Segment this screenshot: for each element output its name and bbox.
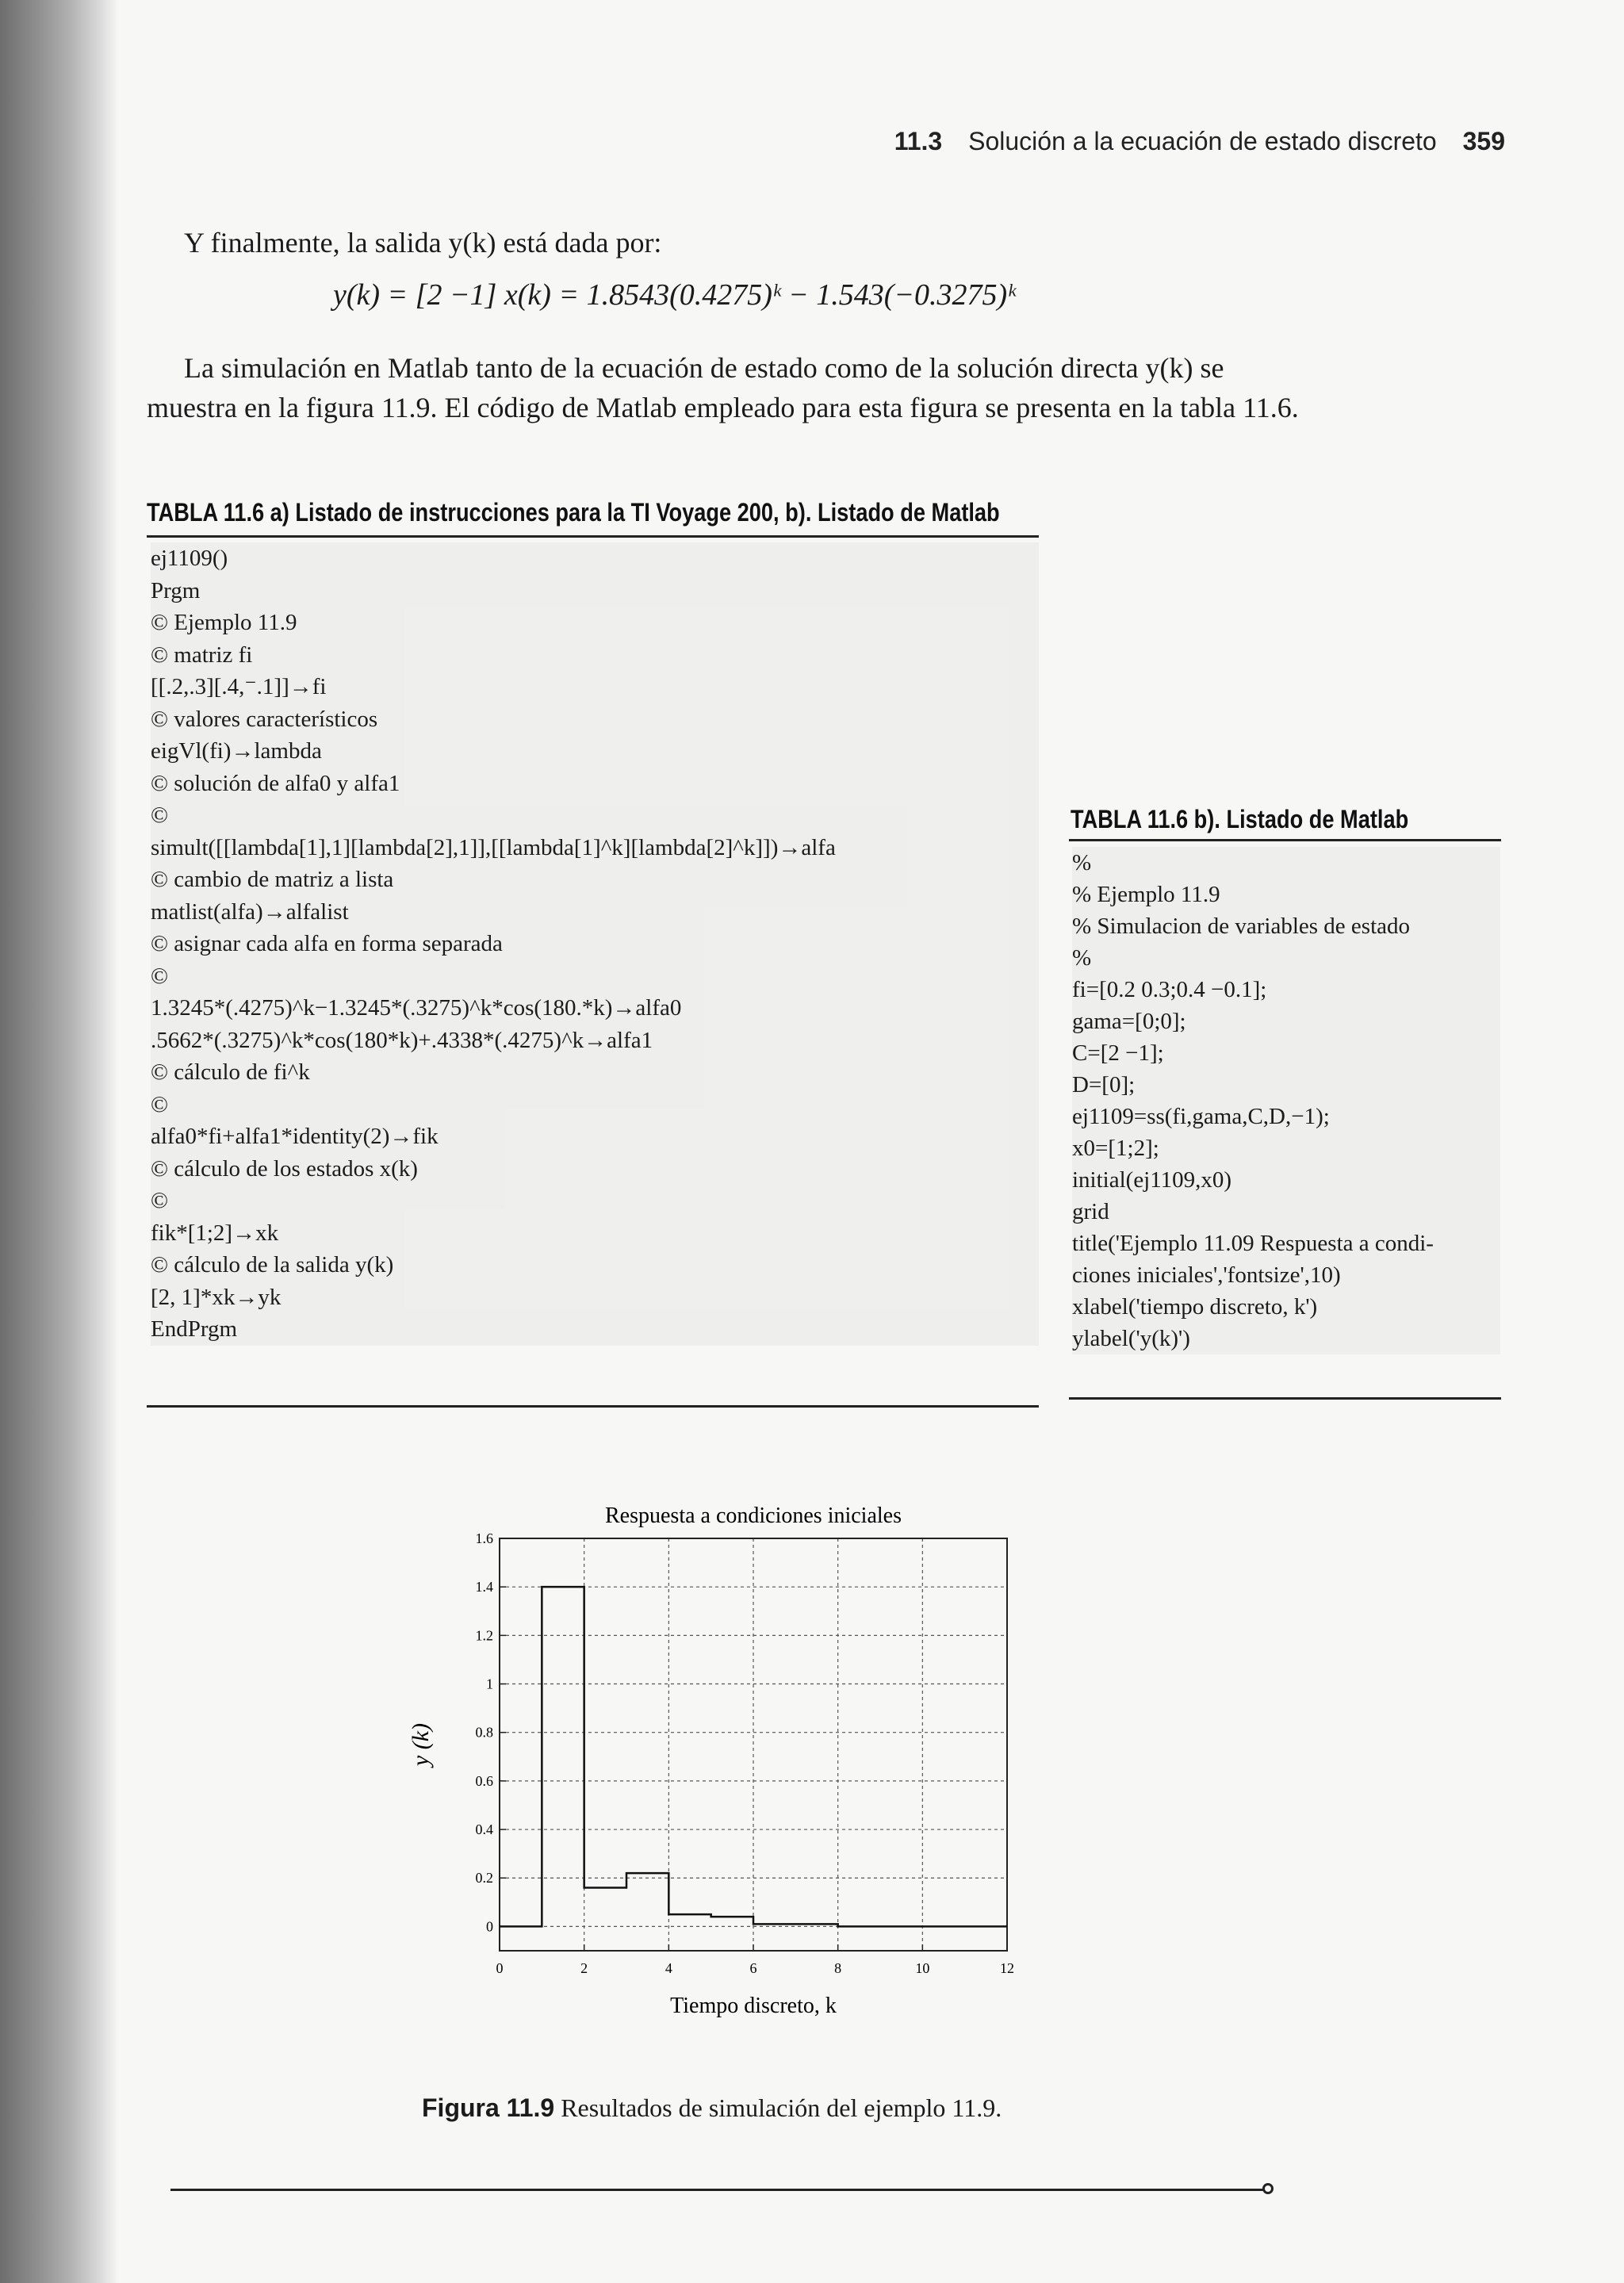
section-number: 11.3 [894, 127, 943, 155]
y-tick-label: 1.2 [475, 1627, 493, 1644]
y-axis-label: y (k) [408, 1722, 434, 1767]
footer-rule [170, 2189, 1265, 2191]
table-a-code-line: alfa0*fi+alfa1*identity(2)→fik [151, 1124, 439, 1149]
y-tick-label: 1 [486, 1676, 493, 1692]
chart-title: Respuesta a condiciones iniciales [605, 1503, 902, 1528]
table-a-code-line: © valores característicos [151, 706, 378, 732]
table-a-code-line: © cambio de matriz a lista [151, 867, 394, 892]
table-b-bottom-rule [1069, 1397, 1501, 1400]
table-b-code-line: grid [1072, 1199, 1109, 1224]
table-a-code-line: © cálculo de los estados x(k) [151, 1155, 418, 1182]
table-b-code-line: title('Ejemplo 11.09 Respuesta a condi- [1072, 1231, 1434, 1256]
table-a-code-line: © cálculo de la salida y(k) [151, 1252, 394, 1277]
table-b-code-line: % [1072, 945, 1092, 971]
table-b-code-line: x0=[1;2]; [1072, 1136, 1159, 1161]
table-a-code-line: fik*[1;2]→xk [151, 1220, 279, 1246]
y-tick-label: 1.4 [475, 1579, 493, 1595]
paragraph-simulation-line2: muestra en la figura 11.9. El código de Matlab empleado para esta figura se presenta en la tabla 11.6. [147, 392, 1299, 423]
table-b-code-line: D=[0]; [1072, 1072, 1136, 1097]
y-tick-label: 1.6 [475, 1530, 493, 1546]
y-tick-label: 0.8 [475, 1724, 493, 1741]
x-tick-label: 8 [834, 1960, 842, 1976]
table-a-code-line: © [151, 1188, 169, 1213]
x-tick-label: 6 [749, 1960, 757, 1976]
x-tick-label: 12 [1000, 1960, 1014, 1976]
footer-rule-endpoint [1262, 2183, 1274, 2194]
table-b-code-line: % Ejemplo 11.9 [1072, 882, 1220, 907]
chart-svg [396, 1491, 1078, 2062]
table-a-code-line: simult([[lambda[1],1][lambda[2],1]],[[lambda[1]^k][lambda[2]^k]])→alfa [151, 834, 836, 860]
table-b-code-listing [1072, 847, 1500, 1354]
table-a-top-rule [147, 535, 1039, 538]
table-a-title: TABLA 11.6 a) Listado de instrucciones para la TI Voyage 200, b). Listado de Matlab [147, 498, 1000, 527]
x-tick-label: 0 [496, 1960, 504, 1976]
table-a-code-line: EndPrgm [151, 1316, 238, 1342]
table-b-title: TABLA 11.6 b). Listado de Matlab [1071, 805, 1409, 833]
table-b-code-line: % Simulacion de variables de estado [1072, 914, 1411, 939]
x-axis-label: Tiempo discreto, k [670, 1994, 837, 2018]
table-a-code-line: matlist(alfa)→alfalist [151, 898, 349, 925]
table-a-code-line: [2, 1]*xk→yk [151, 1284, 282, 1310]
paragraph-intro: Y finalmente, la salida y(k) está dada por: [184, 227, 662, 259]
y-tick-label: 0 [486, 1918, 493, 1935]
x-tick-label: 2 [580, 1960, 588, 1976]
y-tick-label: 0.2 [475, 1870, 493, 1887]
table-b-code-line: xlabel('tiempo discreto, k') [1072, 1294, 1318, 1320]
y-tick-label: 0.4 [475, 1821, 493, 1838]
table-a-code-line: ej1109() [151, 546, 228, 571]
x-tick-label: 4 [665, 1960, 672, 1976]
book-spine-shadow [0, 0, 119, 2283]
table-b-code-line: ej1109=ss(fi,gama,C,D,−1); [1072, 1104, 1330, 1129]
table-b-top-rule [1069, 839, 1501, 841]
table-a-bottom-rule [147, 1405, 1039, 1408]
table-a-code-line: [[.2,.3][.4,⁻.1]]→fi [151, 674, 327, 699]
table-a-code-line: © Ejemplo 11.9 [151, 610, 297, 635]
table-a-code-line: © [151, 802, 169, 828]
table-a-code-line: © matriz fi [151, 642, 253, 668]
table-b-code-line: fi=[0.2 0.3;0.4 −0.1]; [1072, 977, 1267, 1002]
table-a-code-line: © solución de alfa0 y alfa1 [151, 770, 400, 796]
figure-label: Figura 11.9 [422, 2093, 555, 2122]
table-a-code-line: 1.3245*(.4275)^k−1.3245*(.3275)^k*cos(180.*k)→alfa0 [151, 995, 682, 1021]
paragraph-simulation-line1: La simulación en Matlab tanto de la ecuación de estado como de la solución directa y(k) se [184, 352, 1224, 384]
table-b-code-line: C=[2 −1]; [1072, 1040, 1164, 1066]
table-a-code-line: eigVl(fi)→lambda [151, 738, 322, 764]
output-equation: y(k) = [2 −1] x(k) = 1.8543(0.4275)ᵏ − 1.543(−0.3275)ᵏ [333, 278, 1016, 312]
table-a-code-line: © asignar cada alfa en forma separada [151, 931, 503, 956]
table-b-code-line: ylabel('y(k)') [1072, 1326, 1190, 1351]
table-b-code-line: % [1072, 850, 1092, 875]
running-header [894, 127, 1505, 156]
table-b-code-line: gama=[0;0]; [1072, 1009, 1186, 1034]
table-a-code-line: © [151, 963, 169, 989]
section-title: Solución a la ecuación de estado discreto [968, 127, 1437, 155]
table-b-code-line: initial(ej1109,x0) [1072, 1167, 1232, 1193]
table-a-code-line: Prgm [151, 577, 201, 603]
table-a-code-line: © cálculo de fi^k [151, 1059, 310, 1085]
y-tick-label: 0.6 [475, 1772, 493, 1789]
table-a-code-listing [151, 542, 1039, 1346]
figure-caption-text: Resultados de simulación del ejemplo 11.9. [561, 2093, 1002, 2122]
table-a-code-line: © [151, 1091, 169, 1117]
table-a-code-line: .5662*(.3275)^k*cos(180*k)+.4338*(.4275)^k→alfa1 [151, 1027, 653, 1053]
figure-caption [422, 2093, 1002, 2123]
figure-11-9-chart [396, 1491, 1078, 2062]
page-number: 359 [1462, 127, 1505, 155]
table-b-code-line: ciones iniciales','fontsize',10) [1072, 1262, 1341, 1288]
x-tick-label: 10 [915, 1960, 930, 1976]
